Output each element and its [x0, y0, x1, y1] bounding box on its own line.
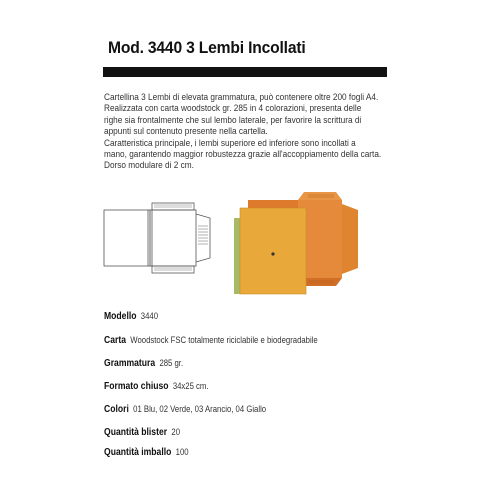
- elastic-button-icon: [271, 252, 274, 255]
- spec-value: 285 gr.: [159, 358, 184, 368]
- spec-row-quantita-imballo: [104, 442, 189, 460]
- title-underline-bar: [103, 67, 387, 77]
- spec-label: Quantità imballo: [104, 447, 172, 458]
- spec-value: 3440: [140, 311, 159, 321]
- description-line: Caratteristica principale, i lembi superiore ed inferiore sono incollati a: [104, 137, 356, 149]
- folder-technical-drawing: [102, 202, 212, 294]
- spec-row-modello: [104, 306, 158, 324]
- spec-row-formato: [104, 376, 209, 394]
- folder-yellow-closed: [240, 208, 306, 294]
- spec-label: Grammatura: [104, 358, 156, 369]
- spec-value: 100: [175, 447, 189, 457]
- description-line: mano, garantendo maggior robustezza grazie all'accoppiamento della carta.: [104, 149, 382, 161]
- drawing-back-panel: [104, 210, 150, 266]
- spec-label: Formato chiuso: [104, 381, 169, 392]
- spec-row-colori: [104, 399, 266, 417]
- spec-value: 20: [171, 427, 181, 437]
- spec-row-grammatura: [104, 353, 183, 371]
- spec-row-carta: [104, 330, 318, 348]
- product-description: [104, 92, 404, 172]
- description-line: Realizzata con carta woodstock gr. 285 in 4 colorazioni, presenta delle: [104, 103, 362, 115]
- spec-label: Colori: [104, 404, 129, 415]
- description-line: appunti sul contenuto presente nella cartella.: [104, 126, 268, 138]
- drawing-front-panel: [150, 210, 196, 266]
- drawing-bottom-flap: [152, 266, 194, 273]
- spec-label: Modello: [104, 311, 137, 322]
- page-title: Mod. 3440 3 Lembi Incollati: [108, 38, 306, 57]
- spec-label: Carta: [104, 335, 126, 346]
- spec-value: 34x25 cm.: [172, 381, 209, 391]
- spec-value: 01 Blu, 02 Verde, 03 Arancio, 04 Giallo: [133, 404, 267, 414]
- folders-product-image: [224, 188, 364, 300]
- spec-label: Quantità blister: [104, 427, 168, 438]
- spec-row-quantita-blister: [104, 422, 180, 440]
- drawing-top-flap: [152, 203, 194, 210]
- description-line: Dorso modulare di 2 cm.: [104, 160, 194, 172]
- description-line: righe sia frontalmente che sul lembo laterale, per favorire la scrittura di: [104, 114, 362, 126]
- description-line: Cartellina 3 Lembi di elevata grammatura, può contenere oltre 200 fogli A4.: [104, 92, 379, 103]
- spec-value: Woodstock FSC totalmente riciclabile e biodegradabile: [130, 335, 318, 345]
